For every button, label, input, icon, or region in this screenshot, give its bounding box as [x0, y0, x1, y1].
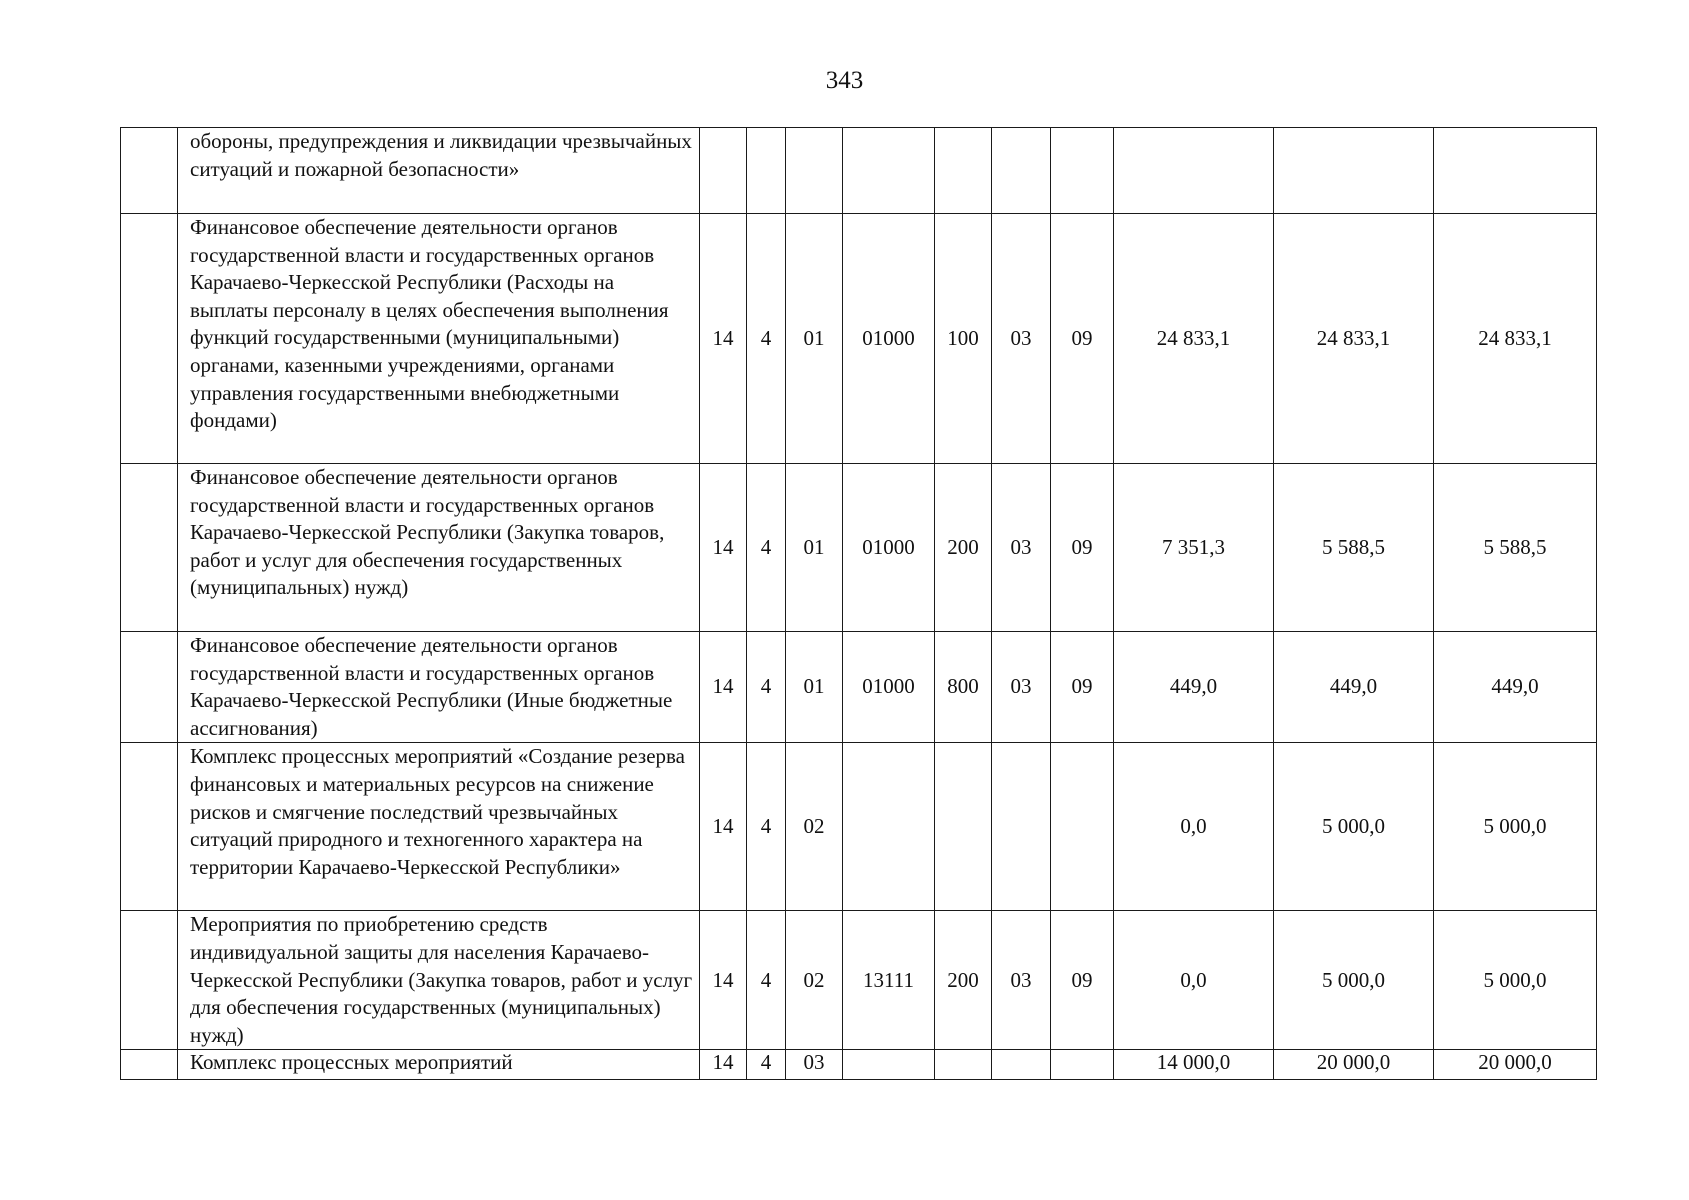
code-cell: 4 [747, 1050, 786, 1080]
amount-cell: 0,0 [1114, 911, 1274, 1050]
amount-cell: 5 588,5 [1434, 464, 1597, 632]
code-cell: 03 [992, 214, 1051, 464]
code-cell: 4 [747, 214, 786, 464]
code-cell [747, 128, 786, 214]
table-row [121, 214, 1597, 464]
code-cell: 01 [786, 214, 843, 464]
code-cell [935, 1050, 992, 1080]
code-cell: 200 [935, 911, 992, 1050]
code-cell: 09 [1051, 214, 1114, 464]
description-cell: Комплекс процессных мероприятий [178, 1050, 700, 1080]
amount-cell: 5 000,0 [1274, 743, 1434, 911]
amount-cell: 449,0 [1274, 632, 1434, 743]
code-cell: 03 [992, 464, 1051, 632]
code-cell: 800 [935, 632, 992, 743]
amount-cell: 5 588,5 [1274, 464, 1434, 632]
code-cell: 03 [992, 911, 1051, 1050]
code-cell: 4 [747, 743, 786, 911]
code-cell [1051, 743, 1114, 911]
code-cell [843, 743, 935, 911]
code-cell: 09 [1051, 632, 1114, 743]
description-cell: обороны, предупреждения и ликвидации чрезвычайных ситуаций и пожарной безопасности» [178, 128, 700, 214]
code-cell [700, 128, 747, 214]
code-cell: 03 [786, 1050, 843, 1080]
amount-cell: 5 000,0 [1434, 743, 1597, 911]
code-cell: 4 [747, 464, 786, 632]
code-cell: 01 [786, 464, 843, 632]
amount-cell: 0,0 [1114, 743, 1274, 911]
amount-cell [1274, 128, 1434, 214]
amount-cell: 20 000,0 [1434, 1050, 1597, 1080]
row-number-cell [121, 1050, 178, 1080]
code-cell: 4 [747, 632, 786, 743]
amount-cell: 449,0 [1434, 632, 1597, 743]
row-number-cell [121, 128, 178, 214]
row-number-cell [121, 214, 178, 464]
code-cell: 14 [700, 911, 747, 1050]
code-cell: 09 [1051, 911, 1114, 1050]
row-number-cell [121, 464, 178, 632]
code-cell [992, 1050, 1051, 1080]
code-cell: 13111 [843, 911, 935, 1050]
code-cell: 14 [700, 214, 747, 464]
description-cell: Финансовое обеспечение деятельности органов государственной власти и государственных органов Карачаево-Черкесской Республики (Расходы на выплаты персоналу в целях обеспечения выполнения функций государственными (муниципальными) органами, казенными учреждениями, органами управления государственными внебюджетными фондами) [178, 214, 700, 464]
description-cell: Мероприятия по приобретению средств индивидуальной защиты для населения Карачаево-Черкесской Республики (Закупка товаров, работ и услуг для обеспечения государственных (муниципальных) нужд) [178, 911, 700, 1050]
page-number: 343 [825, 67, 864, 94]
code-cell [843, 1050, 935, 1080]
code-cell [786, 128, 843, 214]
code-cell: 14 [700, 464, 747, 632]
description-cell: Комплекс процессных мероприятий «Создание резерва финансовых и материальных ресурсов на снижение рисков и смягчение последствий чрезвычайных ситуаций природного и техногенного характера на территории Карачаево-Черкесской Республики» [178, 743, 700, 911]
row-number-cell [121, 911, 178, 1050]
amount-cell [1434, 128, 1597, 214]
amount-cell: 24 833,1 [1114, 214, 1274, 464]
code-cell: 02 [786, 911, 843, 1050]
amount-cell: 5 000,0 [1274, 911, 1434, 1050]
code-cell [1051, 128, 1114, 214]
code-cell [992, 743, 1051, 911]
code-cell: 100 [935, 214, 992, 464]
table-row [121, 911, 1597, 1050]
code-cell [992, 128, 1051, 214]
table-row [121, 1050, 1597, 1080]
code-cell [935, 128, 992, 214]
code-cell: 14 [700, 743, 747, 911]
code-cell [843, 128, 935, 214]
table-row [121, 464, 1597, 632]
table-row [121, 128, 1597, 214]
row-number-cell [121, 743, 178, 911]
code-cell: 09 [1051, 464, 1114, 632]
description-cell: Финансовое обеспечение деятельности органов государственной власти и государственных органов Карачаево-Черкесской Республики (Закупка товаров, работ и услуг для обеспечения государственных (муниципальных) нужд) [178, 464, 700, 632]
amount-cell: 5 000,0 [1434, 911, 1597, 1050]
code-cell: 14 [700, 632, 747, 743]
code-cell: 4 [747, 911, 786, 1050]
amount-cell: 7 351,3 [1114, 464, 1274, 632]
amount-cell [1114, 128, 1274, 214]
code-cell [1051, 1050, 1114, 1080]
amount-cell: 24 833,1 [1274, 214, 1434, 464]
code-cell: 200 [935, 464, 992, 632]
row-number-cell [121, 632, 178, 743]
amount-cell: 449,0 [1114, 632, 1274, 743]
table-row [121, 743, 1597, 911]
code-cell: 02 [786, 743, 843, 911]
code-cell: 01000 [843, 464, 935, 632]
code-cell [935, 743, 992, 911]
description-cell: Финансовое обеспечение деятельности органов государственной власти и государственных органов Карачаево-Черкесской Республики (Иные бюджетные ассигнования) [178, 632, 700, 743]
amount-cell: 24 833,1 [1434, 214, 1597, 464]
code-cell: 01000 [843, 214, 935, 464]
budget-table [120, 127, 1597, 1080]
table-row [121, 632, 1597, 743]
amount-cell: 14 000,0 [1114, 1050, 1274, 1080]
code-cell: 14 [700, 1050, 747, 1080]
code-cell: 01 [786, 632, 843, 743]
code-cell: 03 [992, 632, 1051, 743]
amount-cell: 20 000,0 [1274, 1050, 1434, 1080]
code-cell: 01000 [843, 632, 935, 743]
